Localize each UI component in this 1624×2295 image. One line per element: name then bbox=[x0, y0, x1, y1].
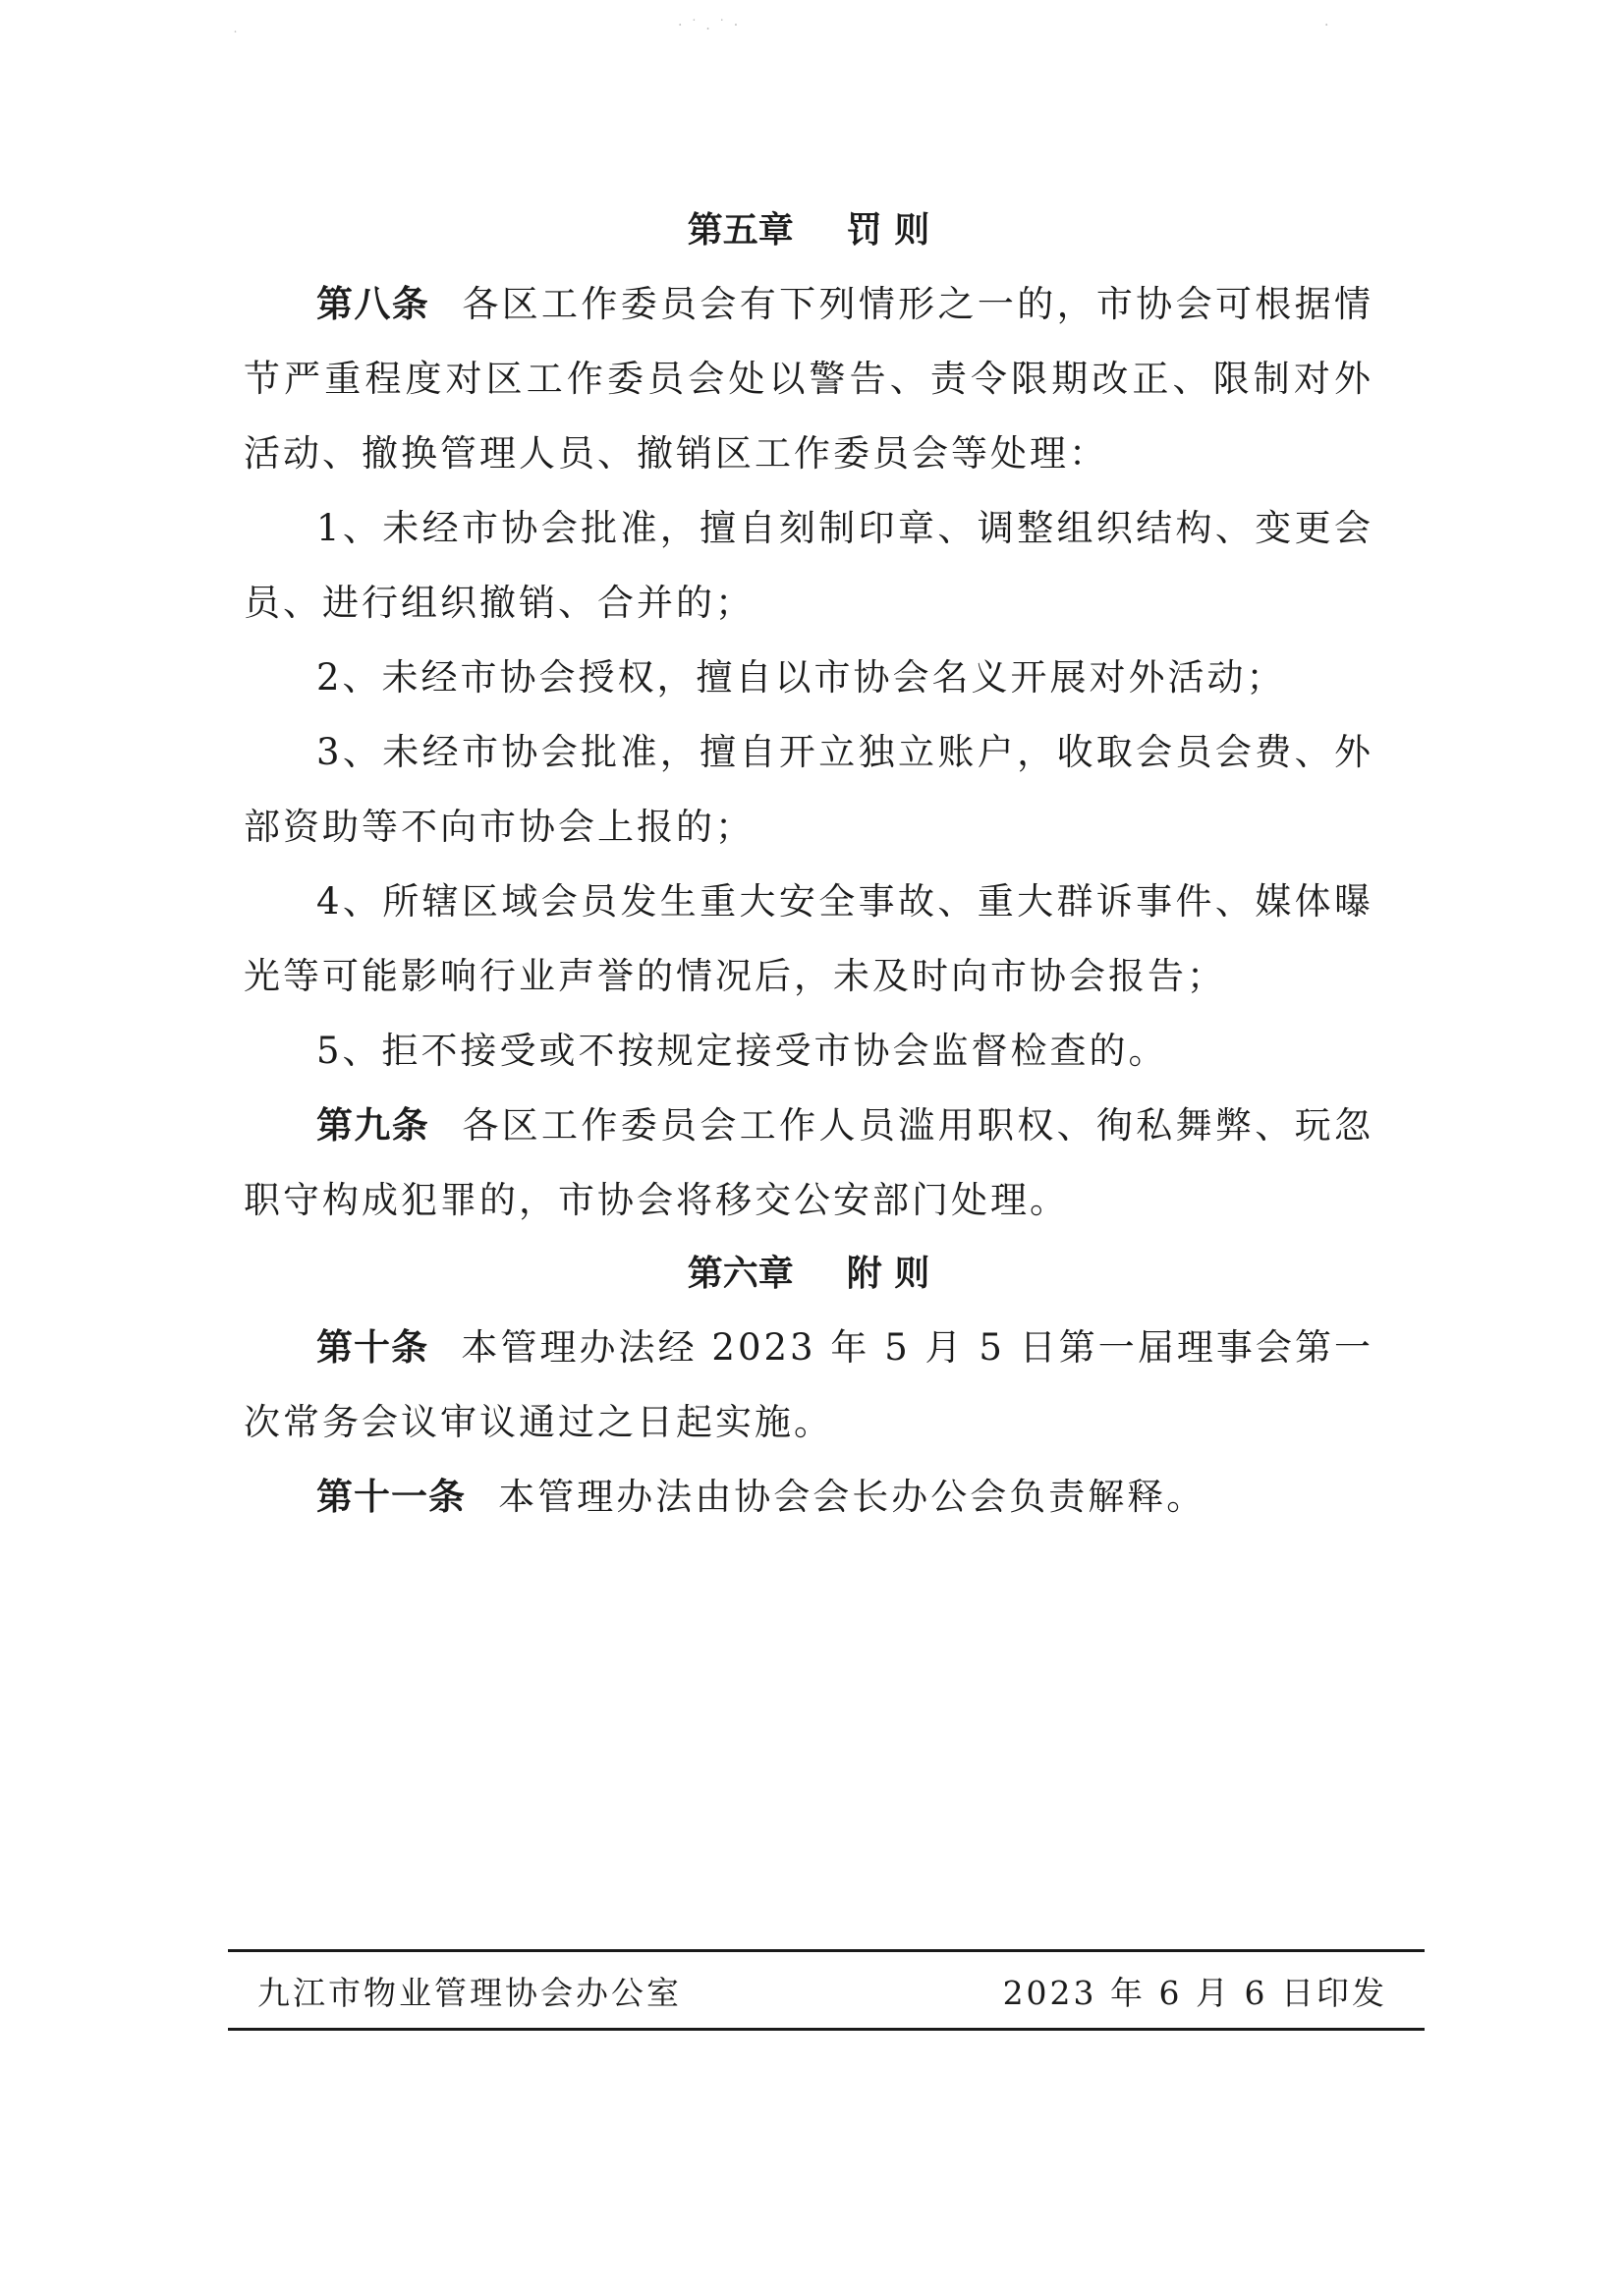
scan-speck: · ˙ . ˙ · bbox=[678, 18, 741, 33]
scan-speck: · bbox=[1324, 18, 1331, 33]
chapter-label: 第六章 bbox=[687, 1254, 794, 1294]
chapter-heading bbox=[244, 1238, 1373, 1311]
chapter-title: 附 则 bbox=[846, 1254, 930, 1294]
list-item: 1、未经市协会批准，擅自刻制印章、调整组织结构、变更会员、进行组织撤销、合并的； bbox=[244, 507, 1373, 624]
article-text: 各区工作委员会工作人员滥用职权、徇私舞弊、玩忽职守构成犯罪的，市协会将移交公安部门处理。 bbox=[244, 1104, 1374, 1221]
footer-divider-top bbox=[228, 1949, 1425, 1952]
chapter-label: 第五章 bbox=[687, 210, 794, 251]
list-item: 2、未经市协会授权，擅自以市协会名义开展对外活动； bbox=[316, 656, 1286, 699]
scan-speck: ˙ bbox=[232, 29, 241, 45]
article-text: 本管理办法由协会会长办公会负责解释。 bbox=[498, 1476, 1206, 1518]
article-paragraph bbox=[244, 1311, 1373, 1460]
chapter-title: 罚 则 bbox=[846, 210, 930, 251]
article-number: 第八条 bbox=[316, 283, 430, 325]
article-number: 第九条 bbox=[316, 1104, 430, 1147]
list-item: 5、拒不接受或不按规定接受市协会监督检查的。 bbox=[316, 1030, 1168, 1072]
chapter-heading bbox=[244, 195, 1373, 267]
footer-imprint bbox=[257, 1961, 1387, 2020]
list-item: 4、所辖区域会员发生重大安全事故、重大群诉事件、媒体曝光等可能影响行业声誉的情况后，未及时向市协会报告； bbox=[244, 880, 1373, 997]
article-number: 第十条 bbox=[316, 1326, 429, 1369]
article-paragraph bbox=[244, 267, 1373, 491]
article-text: 各区工作委员会有下列情形之一的，市协会可根据情节严重程度对区工作委员会处以警告、责令限期改正、限制对外活动、撤换管理人员、撤销区工作委员会等处理： bbox=[244, 283, 1374, 475]
document-body bbox=[244, 195, 1373, 1535]
list-item: 3、未经市协会批准，擅自开立独立账户，收取会员会费、外部资助等不向市协会上报的； bbox=[244, 731, 1373, 848]
article-text: 本管理办法经 2023 年 5 月 5 日第一届理事会第一次常务会议审议通过之日起实施。 bbox=[244, 1326, 1373, 1443]
issuer-name: 九江市物业管理协会办公室 bbox=[257, 1973, 682, 2012]
article-paragraph bbox=[244, 1089, 1373, 1238]
article-number: 第十一条 bbox=[316, 1476, 466, 1518]
footer-divider-bottom bbox=[228, 2028, 1425, 2031]
article-paragraph bbox=[244, 1460, 1373, 1535]
issue-date: 2023 年 6 月 6 日印发 bbox=[1002, 1973, 1387, 2012]
